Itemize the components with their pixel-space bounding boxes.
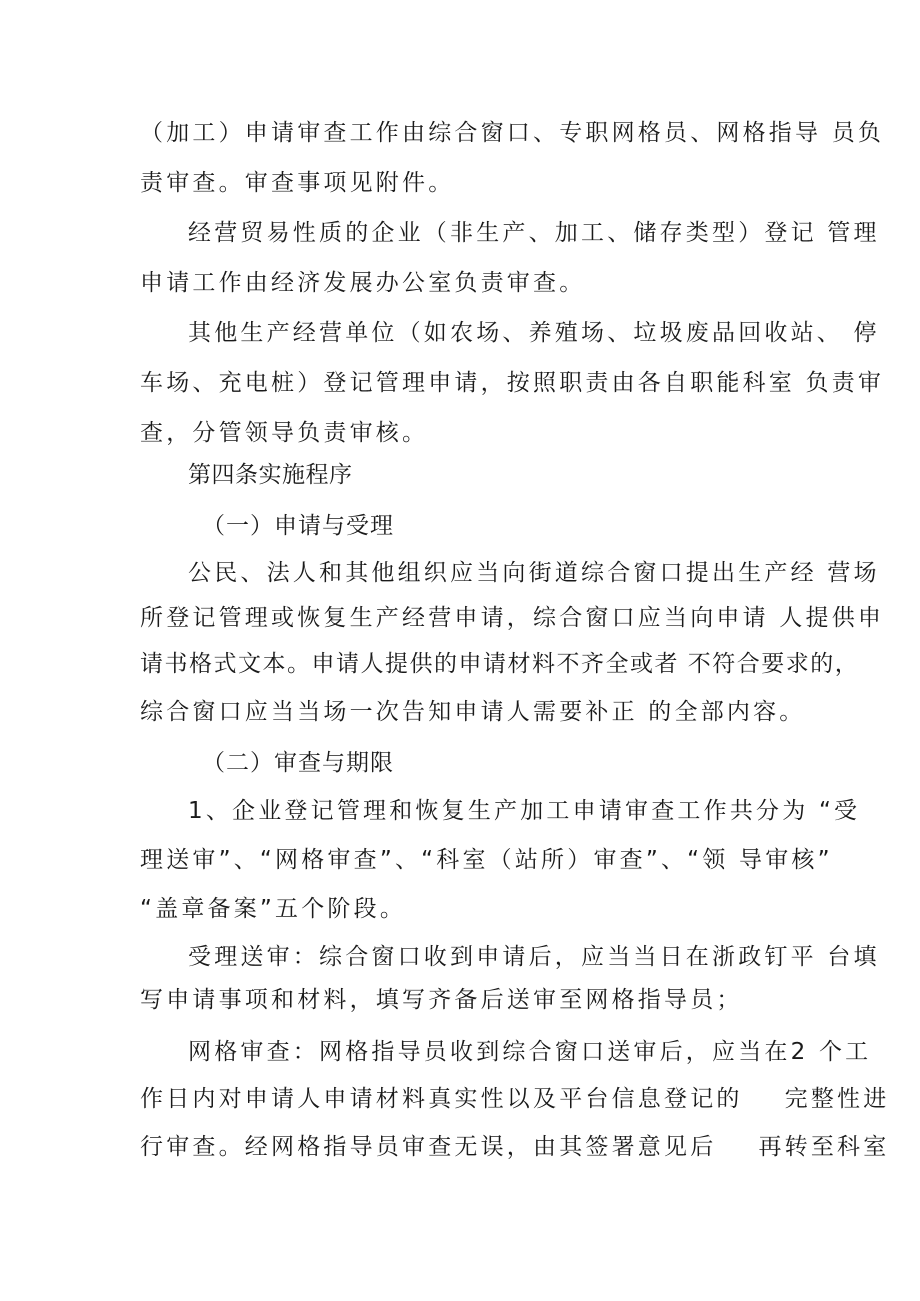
text-line-12: 请书格式文本。申请人提供的申请材料不齐全或者 不符合要求的， [140, 651, 860, 677]
text-line-17: “盖章备案”五个阶段。 [140, 896, 407, 922]
text-line-11: 所登记管理或恢复生产经营申请，综合窗口应当向申请 人提供申 [140, 605, 885, 631]
text-line-22: 行审查。经网格指导员审查无误，由其签署意见后 再转至科室 [140, 1134, 890, 1160]
text-line-6: 车场、充电桩）登记管理申请，按照职责由各自职能科室 负责审 [140, 370, 885, 396]
text-line-19: 写申请事项和材料，填写齐备后送审至网格指导员； [140, 987, 743, 1013]
subheading-1: （一）申请与受理 [202, 513, 394, 539]
text-line-10: 公民、法人和其他组织应当向街道综合窗口提出生产经 营场 [188, 560, 880, 586]
subheading-2: （二）审查与期限 [202, 750, 394, 776]
text-line-16: 理送审”、“网格审查”、“科室（站所）审查”、“领 导审核” [140, 847, 833, 873]
text-line-20: 网格审查：网格指导员收到综合窗口送审后，应当在2 个工 [188, 1039, 872, 1065]
text-line-13: 综合窗口应当当场一次告知申请人需要补正 的全部内容。 [140, 699, 806, 725]
text-line-3: 经营贸易性质的企业（非生产、加工、储存类型）登记 管理 [188, 220, 880, 246]
text-line-18: 受理送审：综合窗口收到申请后，应当当日在浙政钉平 台填 [188, 944, 880, 970]
text-line-21: 作日内对申请人申请材料真实性以及平台信息登记的 完整性进 [140, 1086, 890, 1112]
section-heading: 第四条实施程序 [188, 462, 353, 488]
text-line-7: 查，分管领导负责审核。 [140, 420, 429, 446]
text-line-5: 其他生产经营单位（如农场、养殖场、垃圾废品回收站、 停 [188, 320, 880, 346]
text-line-1: （加工）申请审查工作由综合窗口、专职网格员、网格指导 员负 [140, 120, 885, 146]
text-line-15: 1、企业登记管理和恢复生产加工申请审查工作共分为 “受 [188, 798, 861, 824]
text-line-4: 申请工作由经济发展办公室负责审查。 [140, 270, 586, 296]
text-line-2: 责审查。审查事项见附件。 [140, 170, 455, 196]
